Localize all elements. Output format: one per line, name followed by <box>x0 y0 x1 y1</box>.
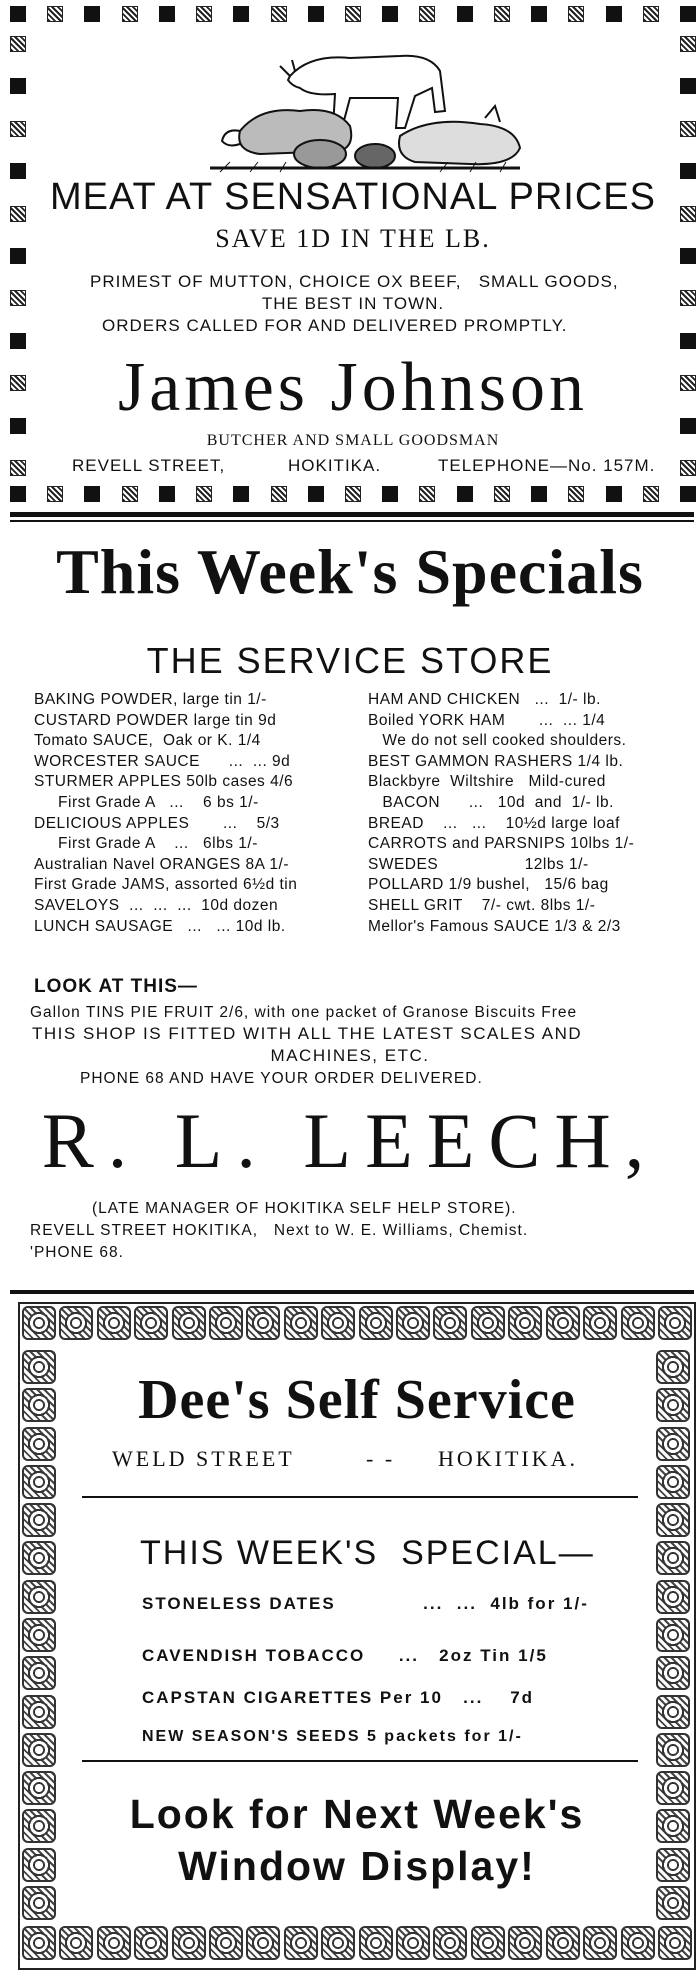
divider-1 <box>10 512 694 517</box>
list-item: WORCESTER SAUCE ... ... 9d <box>34 752 291 770</box>
left-price-list <box>34 690 364 937</box>
delivery-line: ORDERS CALLED FOR AND DELIVERED PROMPTLY. <box>102 316 568 335</box>
street: REVELL STREET, <box>72 456 226 475</box>
window-display-line-2: Window Display! <box>178 1843 536 1889</box>
trade-line: BUTCHER AND SMALL GOODSMAN <box>206 432 500 449</box>
late-manager-line: (LATE MANAGER OF HOKITIKA SELF HELP STORE). <box>92 1200 517 1217</box>
subheadline: SAVE 1D IN THE LB. <box>215 224 491 253</box>
list-item: BAKING POWDER, large tin 1/- <box>34 691 267 708</box>
divider-1b <box>10 520 694 522</box>
phone-order-line: PHONE 68 AND HAVE YOUR ORDER DELIVERED. <box>80 1070 483 1087</box>
border-bottom <box>10 486 696 502</box>
dees-item: CAVENDISH TOBACCO ... 2oz Tin 1/5 <box>142 1646 548 1665</box>
business-name: R. L. LEECH, <box>41 1097 659 1184</box>
list-item: HAM AND CHICKEN ... 1/- lb. <box>368 691 601 708</box>
fitted-line-2: MACHINES, ETC. <box>270 1046 430 1065</box>
advert-james-johnson <box>10 6 696 506</box>
phone: 'PHONE 68. <box>30 1244 124 1261</box>
telephone: TELEPHONE—No. 157M. <box>438 456 656 475</box>
look-heading: LOOK AT THIS— <box>34 976 198 997</box>
list-item: SAVELOYS ... ... ... 10d dozen <box>34 896 279 914</box>
dees-town: HOKITIKA. <box>438 1446 579 1471</box>
dees-dashes: - - <box>366 1446 396 1471</box>
town: HOKITIKA. <box>288 456 382 475</box>
list-item: CUSTARD POWDER large tin 9d <box>34 711 277 729</box>
dees-item: NEW SEASON'S SEEDS 5 packets for 1/- <box>142 1728 523 1745</box>
dees-rule-top <box>82 1496 638 1498</box>
offer-line: Gallon TINS PIE FRUIT 2/6, with one packet of Granose Biscuits Free <box>30 1004 578 1021</box>
dees-item: CAPSTAN CIGARETTES Per 10 ... 7d <box>142 1688 535 1707</box>
ornament-border-bottom <box>22 1926 692 1966</box>
list-item: Mellor's Famous SAUCE 1/3 & 2/3 <box>368 917 621 935</box>
border-top <box>10 6 696 22</box>
right-price-list <box>368 690 694 937</box>
list-item: LUNCH SAUSAGE ... ... 10d lb. <box>34 917 286 935</box>
fitted-line: THIS SHOP IS FITTED WITH ALL THE LATEST SCALES AND <box>32 1024 583 1043</box>
list-item: CARROTS and PARSNIPS 10lbs 1/- <box>368 835 635 853</box>
list-item: Blackbyre Wiltshire Mild-cured <box>368 773 606 791</box>
dees-special-heading: THIS WEEK'S SPECIAL— <box>140 1534 595 1572</box>
divider-2 <box>10 1290 694 1294</box>
list-item: First Grade A ... 6lbs 1/- <box>34 835 258 853</box>
dees-rule-bottom <box>82 1760 638 1762</box>
list-item: POLLARD 1/9 bushel, 15/6 bag <box>368 876 609 894</box>
list-item: We do not sell cooked shoulders. <box>368 732 627 750</box>
list-item: Tomato SAUCE, Oak or K. 1/4 <box>34 732 261 750</box>
address-line: REVELL STREET HOKITIKA, Next to W. E. Williams, Chemist. <box>30 1222 529 1239</box>
list-item: Australian Navel ORANGES 8A 1/- <box>34 855 289 873</box>
list-item: SWEDES 12lbs 1/- <box>368 855 589 873</box>
dees-item: STONELESS DATES ... ... 4lb for 1/- <box>142 1594 589 1613</box>
list-item: BEST GAMMON RASHERS 1/4 lb. <box>368 752 624 770</box>
ornament-border-top <box>22 1306 692 1346</box>
products-line: PRIMEST OF MUTTON, CHOICE OX BEEF, SMALL GOODS, <box>90 272 619 291</box>
list-item: BREAD ... ... 10½d large loaf <box>368 814 620 832</box>
livestock-illustration <box>200 36 530 176</box>
dees-headline: Dee's Self Service <box>138 1369 576 1431</box>
list-item: STURMER APPLES 50lb cases 4/6 <box>34 773 294 791</box>
list-item: BACON ... 10d and 1/- lb. <box>368 793 614 811</box>
headline: This Week's Specials <box>56 536 644 607</box>
list-item: SHELL GRIT 7/- cwt. 8lbs 1/- <box>368 896 596 914</box>
window-display-line-1: Look for Next Week's <box>129 1791 585 1837</box>
quality-line: THE BEST IN TOWN. <box>261 294 445 313</box>
list-item: First Grade JAMS, assorted 6½d tin <box>34 876 298 894</box>
list-item: Boiled YORK HAM ... ... 1/4 <box>368 711 606 729</box>
dees-street: WELD STREET <box>112 1446 295 1471</box>
list-item: DELICIOUS APPLES ... 5/3 <box>34 814 280 832</box>
list-item: First Grade A ... 6 bs 1/- <box>34 793 259 811</box>
store-name: THE SERVICE STORE <box>146 640 554 681</box>
headline: MEAT AT SENSATIONAL PRICES <box>49 176 656 218</box>
business-name: James Johnson <box>117 349 589 426</box>
